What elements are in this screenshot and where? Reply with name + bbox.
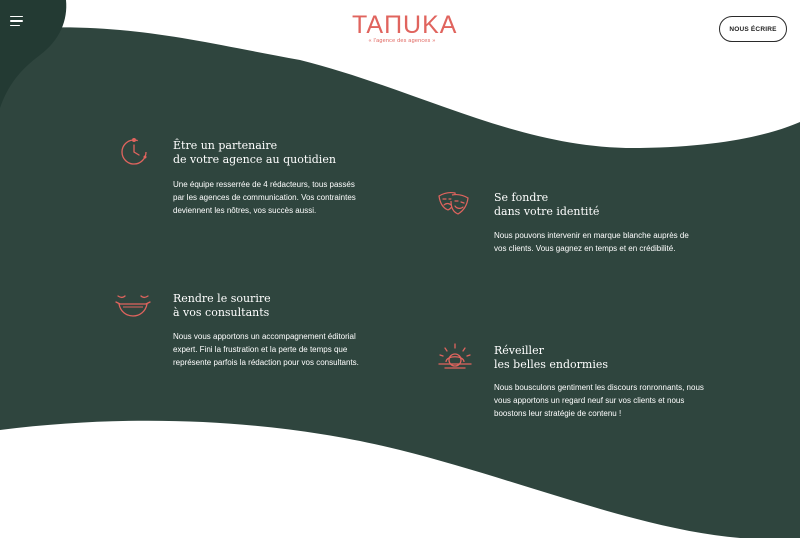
logo-text: TAПUKA xyxy=(352,11,458,39)
contact-button[interactable]: NOUS ÉCRIRE xyxy=(719,16,787,42)
dark-green-wave xyxy=(0,27,800,538)
logo[interactable] xyxy=(352,11,458,44)
menu-line xyxy=(10,20,23,22)
sunrise-icon xyxy=(437,340,473,374)
feature-title-line: les belles endormies xyxy=(494,358,609,371)
feature-title-line: Être un partenaire xyxy=(173,139,278,152)
feature-text: Une équipe resserrée de 4 rédacteurs, tous passés par les agences de communication. Vos contraintes deviennent les nôtres, vos succès aussi. xyxy=(173,180,356,215)
smile-icon xyxy=(114,292,152,326)
feature-text: Nous bousculons gentiment les discours ronronnants, nous vous apportons un regard neuf sur vos clients et nous boostons leur stratégie de contenu ! xyxy=(494,383,704,418)
feature-title xyxy=(494,191,599,219)
feature-title xyxy=(173,292,271,320)
feature-title-line: Réveiller xyxy=(494,344,544,357)
menu-line xyxy=(10,25,20,27)
clock-icon xyxy=(118,135,150,167)
feature-text: Nous pouvons intervenir en marque blanche auprès de vos clients. Vous gagnez en temps et en crédibilité. xyxy=(494,231,689,253)
menu-button[interactable] xyxy=(10,10,36,32)
feature-title-line: à vos consultants xyxy=(173,306,270,319)
logo-tagline: « l'agence des agences » xyxy=(368,38,436,44)
feature-title-line: de votre agence au quotidien xyxy=(173,153,336,166)
feature-title xyxy=(494,344,608,372)
menu-line xyxy=(10,16,23,18)
feature-title-line: Se fondre xyxy=(494,191,549,204)
theater-masks-icon xyxy=(436,186,472,222)
feature-title xyxy=(173,139,336,167)
feature-title-line: dans votre identité xyxy=(494,205,600,218)
feature-title-line: Rendre le sourire xyxy=(173,292,271,305)
feature-text: Nous vous apportons un accompagnement éditorial expert. Fini la frustration et la perte de temps que représente parfois la rédaction pour vos consultants. xyxy=(173,332,359,367)
